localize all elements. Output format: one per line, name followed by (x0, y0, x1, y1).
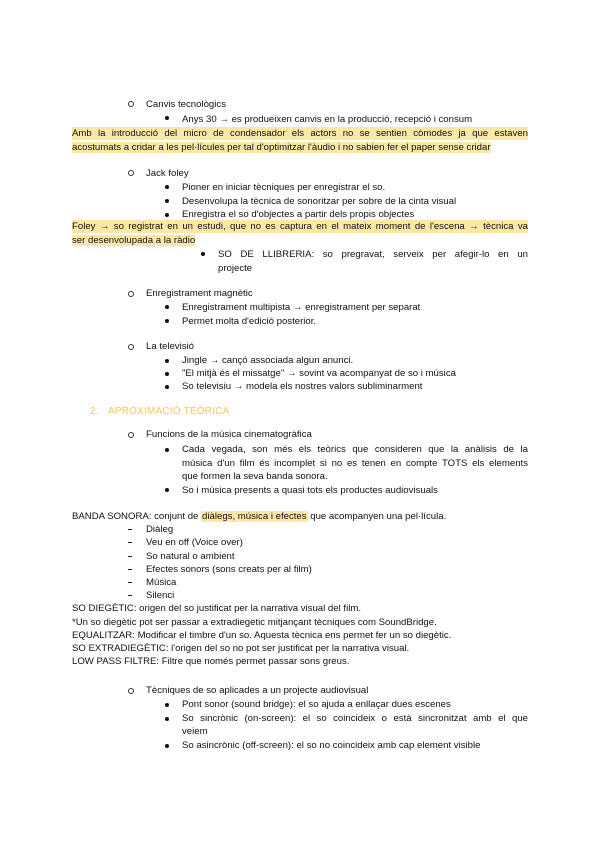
bullet-text: Permet molta d'edició posterior. (182, 316, 317, 327)
bullet-icon (165, 319, 169, 323)
bullet-text: So asincrònic (off-screen): el so no coincideix amb cap element visible (182, 740, 481, 751)
bullet-text: SO DE LLIBRERIA: so pregravat, serveix per afegir-lo en un (218, 249, 528, 260)
bullet-icon (165, 385, 169, 389)
bullet-icon (165, 305, 169, 309)
circle-bullet-icon (128, 291, 134, 297)
dash-bullet-icon (128, 542, 132, 543)
subheading-tecniques: Tècniques de so aplicades a un projecte audiovisual (146, 685, 369, 696)
circle-bullet-icon (128, 432, 134, 438)
bullet-text: So televisiu → modela els nostres valors subliminarment (182, 381, 423, 392)
bullet-icon (165, 448, 169, 452)
bullet-icon (201, 252, 205, 256)
list-item: So natural o ambient (146, 551, 235, 562)
bullet-icon (165, 744, 169, 748)
bullet-text: Enregistra el so d'objectes a partir dels propis objectes (182, 209, 415, 220)
circle-bullet-icon (128, 344, 134, 350)
bullet-text: música d'un film és incomplet si no es tenen en compte TOTS els elements (182, 458, 528, 469)
dash-bullet-icon (128, 529, 132, 530)
list-item: Diàleg (146, 524, 174, 535)
dash-bullet-icon (128, 569, 132, 570)
highlighted-paragraph-line: acostumats a cridar a les pel·lícules per tal d'optimitzar l'àudio i no sabien fer el paper sense cridar (72, 142, 491, 153)
dash-bullet-icon (128, 556, 132, 557)
bullet-icon (165, 488, 169, 492)
bullet-text: "El mitjà és el missatge" → sovint va acompanyat de so i música (182, 368, 456, 379)
bullet-icon (165, 185, 169, 189)
circle-bullet-icon (128, 101, 134, 107)
bullet-text: Anys 30 → es produeixen canvis en la producció, recepció i consum (182, 114, 473, 125)
list-item: Silenci (146, 590, 175, 601)
subheading-jack-foley: Jack foley (146, 168, 189, 179)
highlighted-paragraph-line: Foley → so registrat en un estudi, que no es captura en el mateix moment de l'escena → tècnica va (72, 221, 528, 232)
list-item: Música (146, 577, 177, 588)
bullet-icon (165, 372, 169, 376)
bullet-icon (165, 703, 169, 707)
dash-bullet-icon (128, 595, 132, 596)
highlighted-paragraph-line: ser desenvolupada a la ràdio (72, 235, 196, 246)
bullet-text: projecte (218, 263, 253, 274)
circle-bullet-icon (128, 688, 134, 694)
dash-bullet-icon (128, 582, 132, 583)
highlighted-paragraph-line: Amb la introducció del micro de condensador els actors no se sentien còmodes ja que estaven (72, 128, 528, 139)
bullet-text: Cada vegada, son més els teòrics que consideren que la anàlisis de la (182, 444, 528, 455)
bullet-icon (165, 359, 169, 363)
definition-line: SO EXTRADIEGÈTIC: l'origen del so no pot ser justificat per la narrativa visual. (72, 643, 410, 654)
bullet-text: que formen la seva banda sonora. (182, 471, 328, 482)
subheading-enregistrament: Enregistrament magnètic (146, 288, 253, 299)
bullet-text: Desenvolupa la tècnica de sonoritzar per sobre de la cinta visual (182, 196, 457, 207)
bullet-text: veiem (182, 726, 208, 737)
bullet-text: Pioner en iniciar tècniques per enregistrar el so. (182, 182, 386, 193)
bullet-icon (165, 116, 169, 120)
bullet-text: So sincrònic (on-screen): el so coincideix o està sincronitzat amb el que (182, 713, 528, 724)
circle-bullet-icon (128, 170, 134, 176)
highlighted-text: diàlegs, música i efectes (202, 511, 307, 522)
definition-line: *Un so diegètic pot ser passar a extradiegetic mitjançant tècniques com SoundBridge. (72, 617, 437, 628)
subheading-televisio: La televisió (146, 341, 194, 352)
section-heading: APROXIMACIÓ TEÒRICA (108, 406, 230, 417)
bullet-icon (165, 717, 169, 721)
list-item: Efectes sonors (sons creats per al film) (146, 564, 312, 575)
section-number: 2. (90, 406, 99, 417)
banda-sonora-definition: BANDA SONORA: conjunt de diàlegs, música i efectes que acompanyen una pel·lícula. (72, 511, 447, 522)
subheading-canvis: Canvis tecnològics (146, 99, 226, 110)
bullet-text: So i música presents a quasi tots els productes audiovisuals (182, 485, 438, 496)
definition-line: EQUALITZAR: Modificar el timbre d'un so. Aquesta tècnica ens permet fer un so diegètic. (72, 630, 452, 641)
list-item: Veu en off (Voice over) (146, 537, 243, 548)
bullet-text: Pont sonor (sound bridge): el so ajuda a enllaçar dues escenes (182, 699, 451, 710)
bullet-text: Enregistrament multipista → enregistrament per separat (182, 302, 421, 313)
bullet-icon (165, 199, 169, 203)
subheading-funcions: Funcions de la música cinematogràfica (146, 429, 312, 440)
definition-line: LOW PASS FILTRE: Filtre que només permet passar sons greus. (72, 656, 350, 667)
bullet-icon (165, 213, 169, 217)
bullet-text: Jingle → cançó associada algun anunci. (182, 355, 354, 366)
definition-line: SO DIEGÈTIC: origen del so justificat per la narrativa visual del film. (72, 603, 361, 614)
